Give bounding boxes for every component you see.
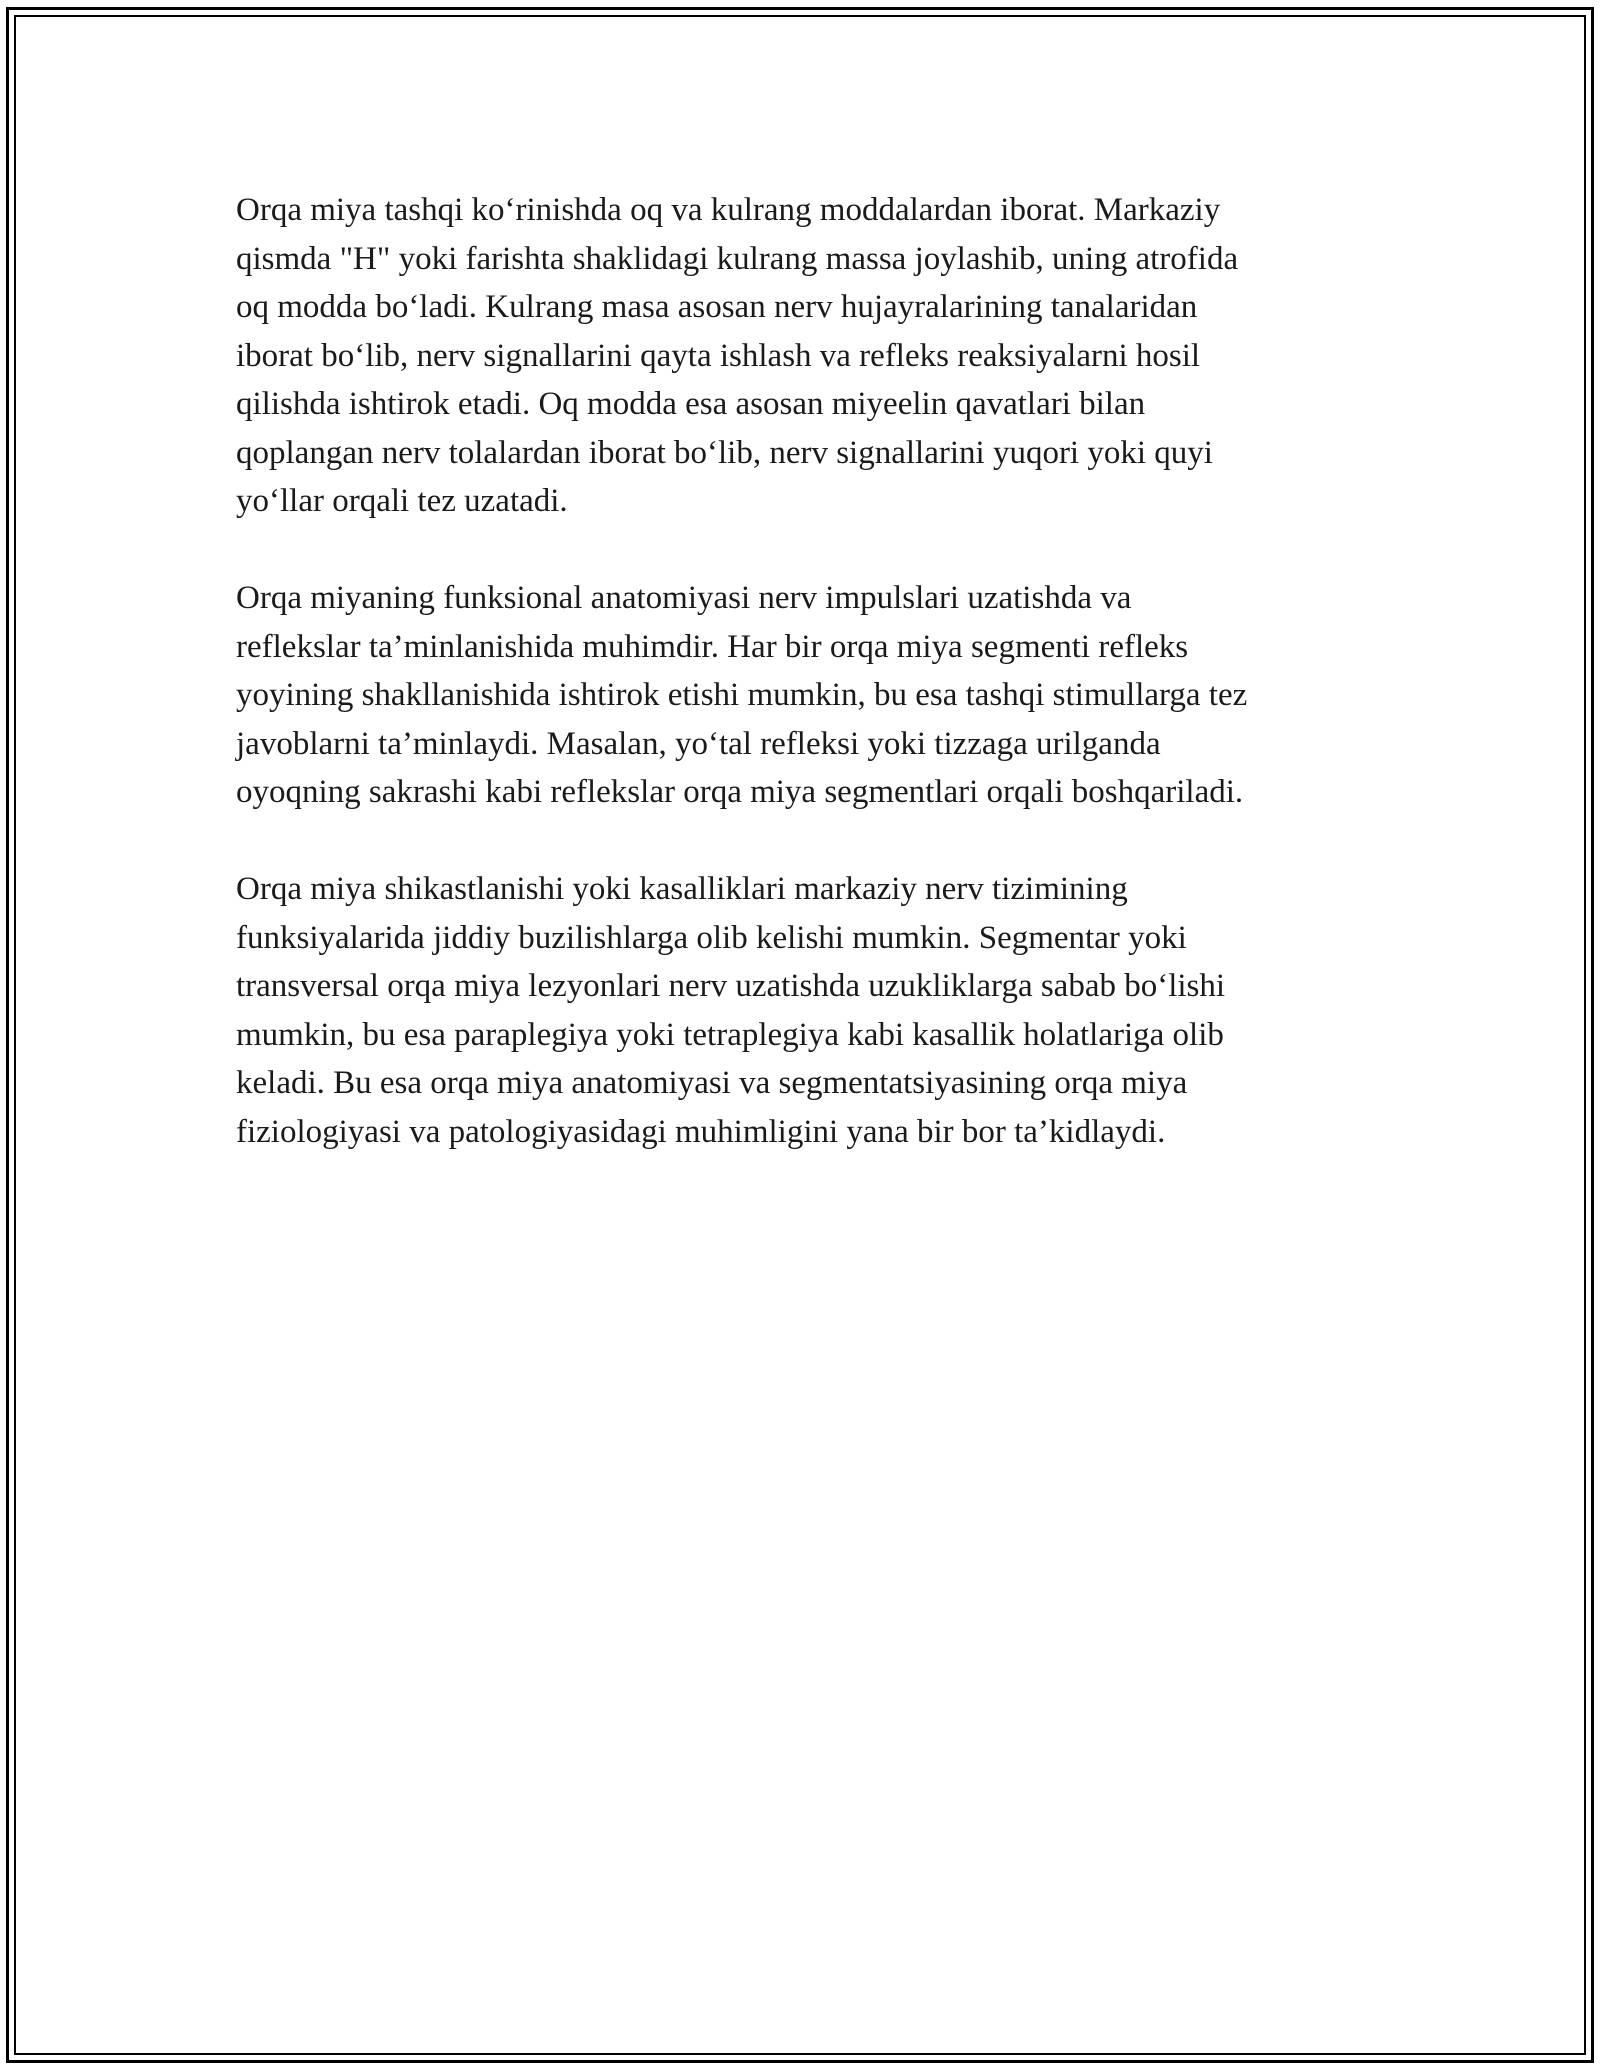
paragraph-line: mumkin, bu esa paraplegiya yoki tetraplegiya kabi kasallik holatlariga olib <box>236 1016 1224 1053</box>
paragraph-2 <box>236 574 1376 817</box>
paragraph-line: qismda "H" yoki farishta shaklidagi kulrang massa joylashib, uning atrofida <box>236 240 1239 277</box>
paragraph-line: yo‘llar orqali tez uzatadi. <box>236 483 568 519</box>
paragraph-line: transversal orqa miya lezyonlari nerv uzatishda uzukliklarga sabab bo‘lishi <box>236 968 1226 1004</box>
paragraph-line: reflekslar ta’minlanishida muhimdir. Har bir orqa miya segmenti refleks <box>236 628 1189 665</box>
paragraph-3 <box>236 865 1376 1156</box>
paragraph-line: Orqa miya tashqi ko‘rinishda oq va kulrang moddalardan iborat. Markaziy <box>236 192 1221 228</box>
paragraph-1 <box>236 186 1376 526</box>
paragraph-line: Orqa miya shikastlanishi yoki kasalliklari markaziy nerv tizimining <box>236 871 1128 907</box>
paragraph-line: fiziologiyasi va patologiyasidagi muhimligini yana bir bor ta’kidlaydi. <box>236 1113 1166 1150</box>
paragraph-line: javoblarni ta’minlaydi. Masalan, yo‘tal refleksi yoki tizzaga urilganda <box>236 725 1161 762</box>
paragraph-line: qilishda ishtirok etadi. Oq modda esa asosan miyeelin qavatlari bilan <box>236 386 1146 422</box>
paragraph-line: oq modda bo‘ladi. Kulrang masa asosan nerv hujayralarining tanalaridan <box>236 289 1198 325</box>
paragraph-line: Orqa miyaning funksional anatomiyasi nerv impulslari uzatishda va <box>236 580 1132 616</box>
document-body <box>236 186 1376 1205</box>
paragraph-line: iborat bo‘lib, nerv signallarini qayta ishlash va refleks reaksiyalarni hosil <box>236 337 1201 374</box>
paragraph-line: funksiyalarida jiddiy buzilishlarga olib kelishi mumkin. Segmentar yoki <box>236 919 1187 956</box>
paragraph-line: oyoqning sakrashi kabi reflekslar orqa miya segmentlari orqali boshqariladi. <box>236 774 1244 810</box>
paragraph-line: qoplangan nerv tolalardan iborat bo‘lib, nerv signallarini yuqori yoki quyi <box>236 434 1213 471</box>
paragraph-line: yoyining shakllanishida ishtirok etishi mumkin, bu esa tashqi stimullarga tez <box>236 677 1248 713</box>
paragraph-line: keladi. Bu esa orqa miya anatomiyasi va segmentatsiyasining orqa miya <box>236 1065 1188 1101</box>
